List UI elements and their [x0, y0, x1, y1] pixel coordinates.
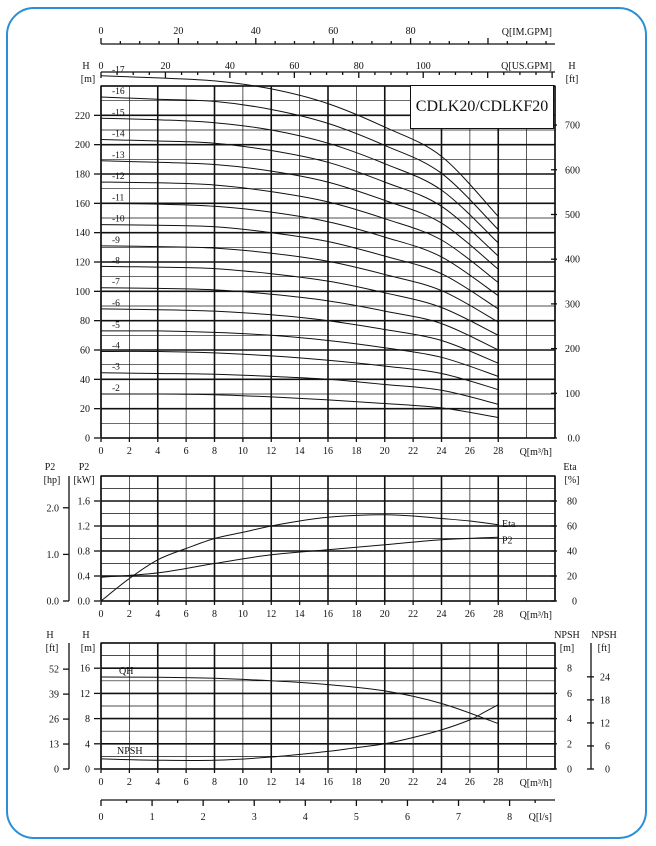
head-y-right-label: H: [568, 61, 576, 72]
head-x-tick-label: 24: [436, 446, 447, 457]
head-x-tick-label: 22: [408, 446, 419, 457]
head-x-tick-label: 28: [493, 446, 504, 457]
power-x-tick-label: 4: [155, 609, 161, 620]
stage-label: -14: [112, 129, 125, 140]
head-y-left-tick-label: 40: [80, 374, 90, 386]
power-x-axis-label: Q[m³/h]: [519, 610, 552, 621]
npsh-x-axis-label: Q[m³/h]: [519, 778, 552, 789]
qh-ft-tick-label: 0: [54, 764, 59, 776]
power-hp-unit: [hp]: [43, 475, 61, 486]
power-x-tick-label: 0: [98, 609, 104, 620]
chart-title: CDLK20/CDLKF20: [410, 85, 554, 129]
head-y-right-tick-label: 300: [565, 299, 580, 311]
npsh-x-tick-label: 18: [351, 777, 362, 788]
qh-m-tick-label: 0: [85, 764, 90, 776]
stage-label: -2: [112, 384, 120, 394]
npsh-x-tick-label: 10: [237, 777, 248, 788]
qh-ft-label: H: [46, 630, 54, 641]
head-y-left-tick-label: 20: [80, 404, 90, 416]
stage-label: -13: [112, 150, 125, 161]
eta-tick-label: 40: [567, 546, 577, 558]
head-y-left-tick-label: 60: [80, 345, 90, 357]
power-x-tick-label: 16: [323, 609, 333, 620]
stage-label: -17: [112, 65, 125, 76]
power-kw-tick-label: 0.8: [77, 546, 90, 558]
power-x-tick-label: 24: [436, 609, 447, 620]
ls-tick-label: 0: [98, 812, 104, 823]
npsh-ft-tick-label: 12: [600, 718, 610, 730]
power-x-tick-label: 26: [464, 609, 475, 620]
npsh-ft-tick-label: 18: [600, 695, 610, 707]
qh-m-tick-label: 12: [80, 688, 90, 700]
eta-series-label: Eta: [502, 518, 516, 530]
power-hp-tick-label: 2.0: [46, 503, 59, 515]
stage-label: -12: [112, 172, 125, 183]
npsh-x-tick-label: 12: [266, 777, 277, 788]
ls-tick-label: 6: [404, 812, 410, 823]
im-gpm-tick-label: 0: [98, 26, 104, 37]
head-y-right-tick-label: 400: [565, 254, 580, 266]
npsh-m-tick-label: 6: [567, 688, 572, 700]
head-x-tick-label: 20: [379, 446, 390, 457]
head-y-right-tick-label: 700: [565, 120, 580, 132]
head-x-axis-label: Q[m³/h]: [519, 447, 552, 458]
ls-tick-label: 5: [353, 812, 359, 823]
power-x-tick-label: 6: [183, 609, 189, 620]
qh-m-tick-label: 16: [80, 663, 90, 675]
us-gpm-axis-label: Q[US.GPM]: [501, 61, 552, 72]
power-kw-label: P2: [78, 462, 90, 473]
stage-label: -4: [112, 341, 120, 352]
npsh-x-tick-label: 14: [294, 777, 305, 788]
power-x-tick-label: 12: [266, 609, 277, 620]
npsh-x-tick-label: 26: [464, 777, 475, 788]
power-x-tick-label: 18: [351, 609, 362, 620]
head-x-tick-label: 16: [323, 446, 333, 457]
qh-m-tick-label: 8: [85, 714, 90, 726]
npsh-m-tick-label: 4: [567, 714, 572, 726]
power-x-tick-label: 10: [237, 609, 248, 620]
npsh-x-tick-label: 28: [493, 777, 504, 788]
head-x-tick-label: 18: [351, 446, 362, 457]
p2-series-label: P2: [502, 535, 513, 547]
stage-label: -11: [112, 193, 125, 204]
npsh-x-tick-label: 0: [98, 777, 104, 788]
power-x-tick-label: 14: [294, 609, 305, 620]
stage-label: -5: [112, 320, 120, 331]
power-hp-tick-label: 0.0: [46, 596, 59, 608]
power-x-tick-label: 20: [379, 609, 390, 620]
power-hp-tick-label: 1.0: [46, 549, 59, 561]
npsh-x-tick-label: 2: [126, 777, 132, 788]
qh-ft-tick-label: 39: [49, 689, 59, 701]
stage-label: -3: [112, 362, 120, 373]
head-y-left-tick-label: 200: [75, 140, 90, 152]
head-x-tick-label: 12: [266, 446, 277, 457]
head-y-right-tick-label: 200: [565, 344, 580, 356]
im-gpm-tick-label: 80: [405, 26, 416, 37]
head-x-tick-label: 8: [212, 446, 217, 457]
head-y-right-tick-label: 0.0: [567, 433, 580, 445]
head-x-tick-label: 0: [98, 446, 104, 457]
qh-m-label: H: [82, 630, 90, 641]
head-x-tick-label: 2: [126, 446, 132, 457]
head-y-left-unit: [m]: [80, 74, 96, 85]
stage-label: -10: [112, 214, 125, 225]
head-y-left-tick-label: 80: [80, 316, 90, 328]
qh-ft-unit: [ft]: [45, 643, 59, 654]
qh-ft-tick-label: 13: [49, 739, 59, 751]
npsh-ft-label: NPSH: [591, 630, 617, 641]
head-y-right-unit: [ft]: [565, 74, 579, 85]
npsh-x-tick-label: 16: [323, 777, 333, 788]
npsh-x-tick-label: 8: [212, 777, 217, 788]
npsh-x-tick-label: 6: [183, 777, 189, 788]
im-gpm-tick-label: 40: [250, 26, 261, 37]
power-x-tick-label: 22: [408, 609, 419, 620]
npsh-x-tick-label: 4: [155, 777, 161, 788]
stage-label: -6: [112, 298, 120, 309]
head-x-tick-label: 10: [237, 446, 248, 457]
head-x-tick-label: 14: [294, 446, 305, 457]
ls-tick-label: 1: [149, 812, 155, 823]
head-y-right-tick-label: 600: [565, 165, 580, 177]
head-y-left-label: H: [82, 61, 90, 72]
head-y-left-tick-label: 100: [75, 286, 90, 298]
power-kw-unit: [kW]: [73, 475, 95, 486]
npsh-m-unit: [m]: [559, 643, 575, 654]
head-x-tick-label: 6: [183, 446, 189, 457]
us-gpm-tick-label: 40: [224, 61, 235, 72]
ls-axis-label: Q[l/s]: [528, 812, 552, 823]
head-x-tick-label: 4: [155, 446, 161, 457]
stage-label: -15: [112, 108, 125, 119]
head-y-left-tick-label: 120: [75, 257, 90, 269]
npsh-ft-unit: [ft]: [597, 643, 611, 654]
npsh-m-tick-label: 8: [567, 663, 572, 675]
head-y-right-tick-label: 500: [565, 209, 580, 221]
eta-unit: [%]: [564, 475, 580, 486]
power-kw-tick-label: 1.6: [77, 496, 90, 508]
head-x-tick-label: 26: [464, 446, 475, 457]
npsh-m-tick-label: 0: [567, 764, 572, 776]
qh-series-label: QH: [119, 666, 134, 678]
ls-tick-label: 3: [251, 812, 257, 823]
qh-ft-tick-label: 26: [49, 714, 59, 726]
im-gpm-tick-label: 20: [173, 26, 184, 37]
power-kw-tick-label: 1.2: [77, 521, 90, 533]
head-y-left-tick-label: 160: [75, 198, 90, 210]
npsh-ft-tick-label: 6: [605, 741, 610, 753]
power-x-tick-label: 28: [493, 609, 504, 620]
eta-tick-label: 0: [572, 596, 577, 608]
head-y-left-tick-label: 220: [75, 110, 90, 122]
ls-tick-label: 4: [302, 812, 308, 823]
stage-label: -7: [112, 277, 120, 288]
qh-m-tick-label: 4: [85, 739, 90, 751]
npsh-m-tick-label: 2: [567, 739, 572, 751]
im-gpm-tick-label: 60: [328, 26, 339, 37]
eta-tick-label: 60: [567, 521, 577, 533]
us-gpm-tick-label: 60: [289, 61, 300, 72]
power-kw-tick-label: 0.0: [77, 596, 90, 608]
power-x-tick-label: 2: [126, 609, 132, 620]
power-kw-tick-label: 0.4: [77, 571, 90, 583]
npsh-ft-tick-label: 24: [600, 672, 610, 684]
npsh-series-label: NPSH: [117, 745, 143, 757]
head-y-right-tick-label: 100: [565, 388, 580, 400]
us-gpm-tick-label: 0: [98, 61, 104, 72]
npsh-m-label: NPSH: [554, 630, 580, 641]
qh-m-unit: [m]: [80, 643, 96, 654]
npsh-x-tick-label: 20: [379, 777, 390, 788]
eta-label: Eta: [563, 462, 577, 473]
im-gpm-axis-label: Q[IM.GPM]: [501, 27, 552, 38]
stage-label: -9: [112, 235, 120, 246]
head-y-left-tick-label: 180: [75, 169, 90, 181]
ls-tick-label: 8: [507, 812, 513, 823]
npsh-x-tick-label: 24: [436, 777, 447, 788]
eta-tick-label: 20: [567, 571, 577, 583]
qh-ft-tick-label: 52: [49, 664, 59, 676]
stage-label: -8: [112, 256, 120, 267]
head-y-left-tick-label: 140: [75, 228, 90, 240]
us-gpm-tick-label: 20: [160, 61, 171, 72]
ls-tick-label: 7: [456, 812, 462, 823]
npsh-ft-tick-label: 0: [605, 764, 610, 776]
eta-tick-label: 80: [567, 496, 577, 508]
power-x-tick-label: 8: [212, 609, 217, 620]
npsh-x-tick-label: 22: [408, 777, 419, 788]
us-gpm-tick-label: 100: [415, 61, 431, 72]
stage-label: -16: [112, 87, 125, 97]
us-gpm-tick-label: 80: [353, 61, 364, 72]
head-y-left-tick-label: 0: [85, 433, 90, 445]
ls-tick-label: 2: [200, 812, 206, 823]
power-hp-label: P2: [44, 462, 56, 473]
